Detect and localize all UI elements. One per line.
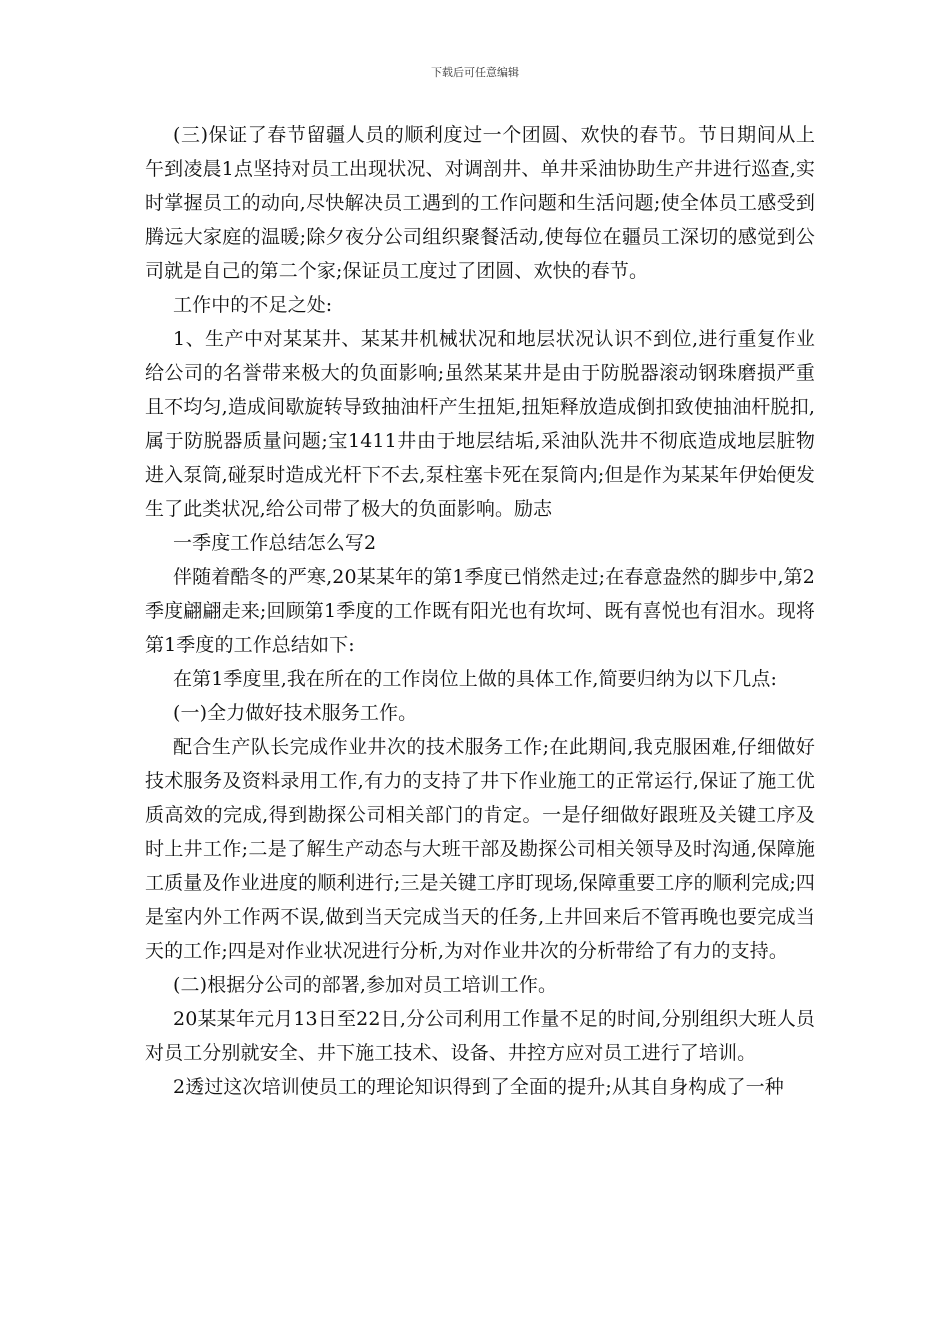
- paragraph-summary-lead: 在第1季度里,我在所在的工作岗位上做的具体工作,简要归纳为以下几点:: [173, 668, 777, 690]
- document-body: [145, 118, 815, 1104]
- paragraph-shortcoming-1: 1、生产中对某某井、某某井机械状况和地层状况认识不到位,进行重复作业给公司的名誉带来极大的负面影响;虽然某某井是由于防脱器滚动钢珠磨损严重且不均匀,造成间歇旋转导致抽油杆产生扭矩,扭矩释放造成倒扣致使抽油杆脱扣,属于防脱器质量问题;宝1411井由于地层结垢,采油队洗井不彻底造成地层脏物进入泵筒,碰泵时造成光杆下不去,泵柱塞卡死在泵筒内;但是作为某某年伊始便发生了此类状况,给公司带了极大的负面影响。励志: [145, 328, 815, 520]
- paragraph-intro: 伴随着酷冬的严寒,20某某年的第1季度已悄然走过;在春意盎然的脚步中,第2季度翩翩走来;回顾第1季度的工作既有阳光也有坎坷、既有喜悦也有泪水。现将第1季度的工作总结如下:: [145, 566, 815, 656]
- page-header: 下载后可任意编辑: [431, 66, 519, 79]
- paragraph-item-2-heading: (二)根据分公司的部署,参加对员工培训工作。: [173, 974, 558, 996]
- paragraph-item-1-body: 配合生产队长完成作业井次的技术服务工作;在此期间,我克服困难,仔细做好技术服务及资料录用工作,有力的支持了井下作业施工的正常运行,保证了施工优质高效的完成,得到勘探公司相关部门的肯定。一是仔细做好跟班及关键工序及时上井工作;二是了解生产动态与大班干部及勘探公司相关领导及时沟通,保障施工质量及作业进度的顺利进行;三是关键工序盯现场,保障重要工序的顺利完成;四是室内外工作两不误,做到当天完成当天的任务,上井回来后不管再晚也要完成当天的工作;四是对作业状况进行分析,为对作业井次的分析带给了有力的支持。: [145, 736, 815, 962]
- paragraph-training-result: 2透过这次培训使员工的理论知识得到了全面的提升;从其自身构成了一种: [173, 1076, 784, 1098]
- paragraph-section-title: 一季度工作总结怎么写2: [173, 532, 377, 554]
- paragraph-spring-festival: (三)保证了春节留疆人员的顺利度过一个团圆、欢快的春节。节日期间从上午到凌晨1点坚持对员工出现状况、对调剖井、单井采油协助生产井进行巡查,实时掌握员工的动向,尽快解决员工遇到的工作问题和生活问题;使全体员工感受到腾远大家庭的温暖;除夕夜分公司组织聚餐活动,使每位在疆员工深切的感觉到公司就是自己的第二个家;保证员工度过了团圆、欢快的春节。: [145, 124, 815, 282]
- paragraph-item-1-heading: (一)全力做好技术服务工作。: [173, 702, 418, 724]
- paragraph-item-2-body: 20某某年元月13日至22日,分公司利用工作量不足的时间,分别组织大班人员对员工分别就安全、井下施工技术、设备、井控方应对员工进行了培训。: [145, 1008, 815, 1064]
- paragraph-shortcomings-heading: 工作中的不足之处:: [173, 294, 333, 316]
